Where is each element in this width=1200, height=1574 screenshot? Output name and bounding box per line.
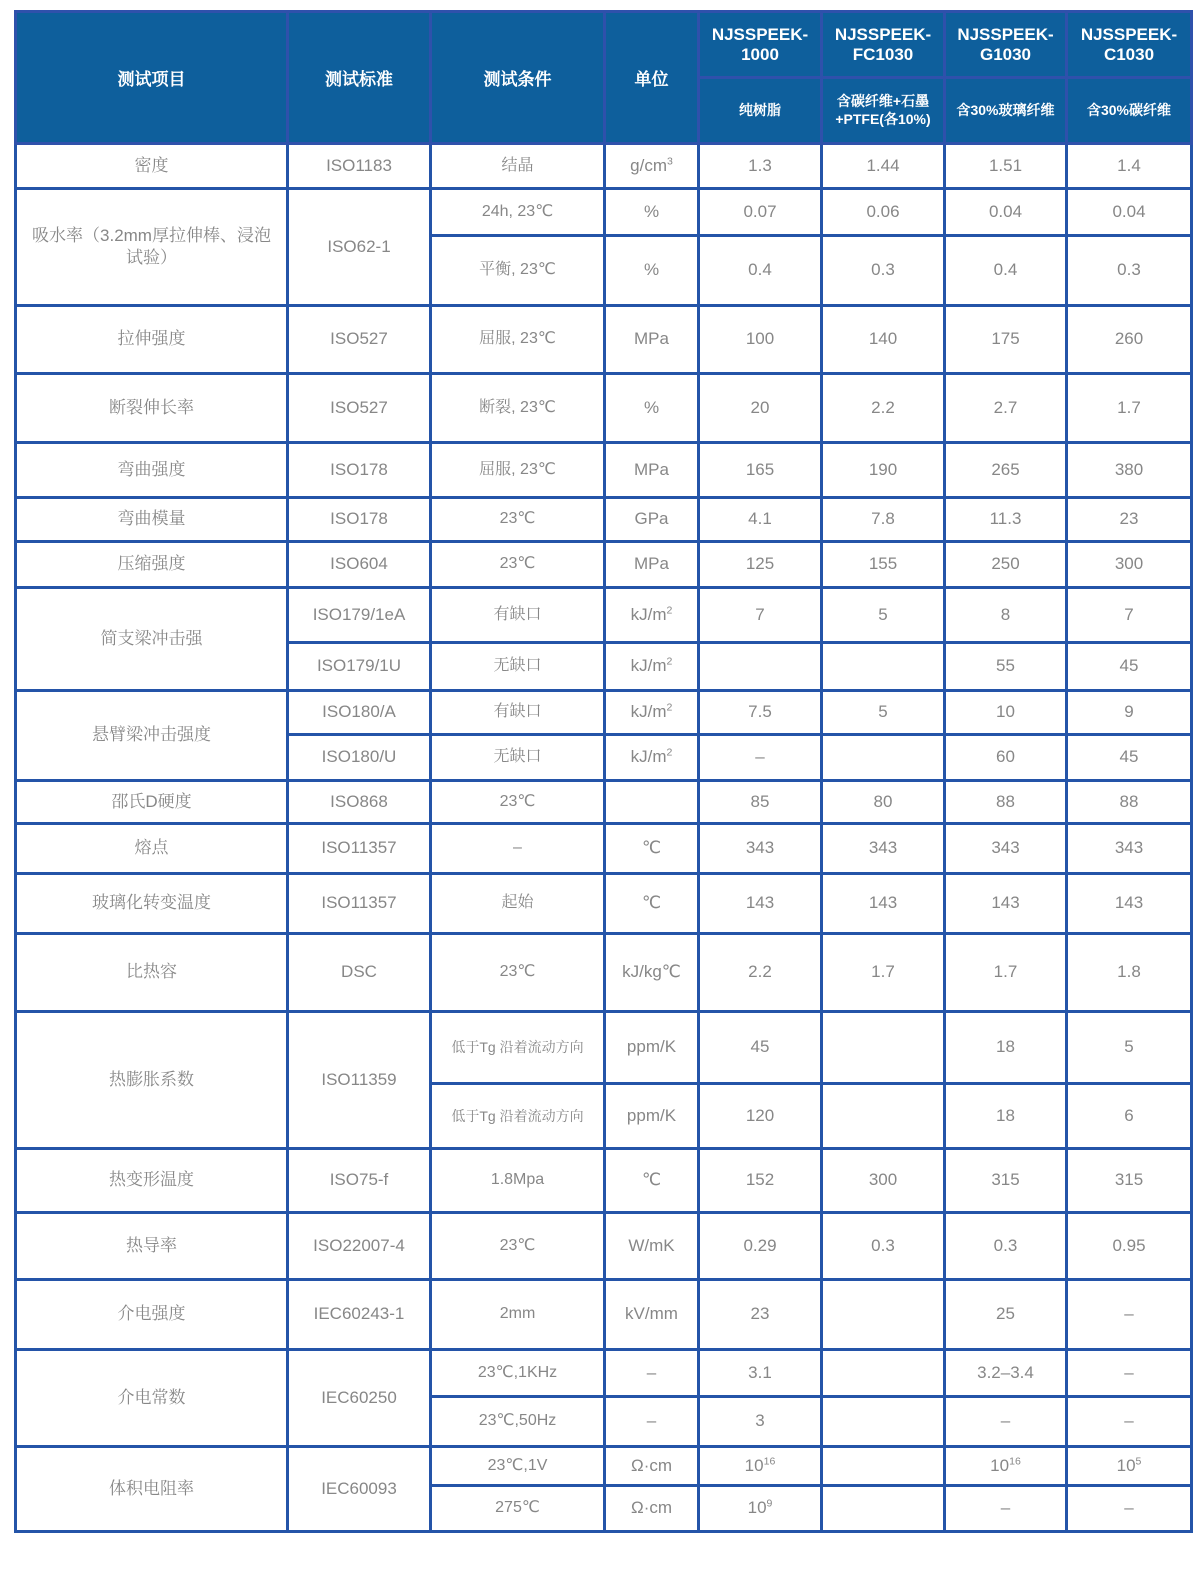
value-cell: – [1067,1280,1192,1350]
row-unit: kJ/kg℃ [605,934,699,1012]
row-unit: $kJ/m^2$ [605,691,699,735]
table-row [16,542,1192,588]
value-cell: 45 [1067,735,1192,781]
table-row [16,1447,1192,1486]
value-cell: 190 [822,443,945,498]
row-condition: 低于Tg 沿着流动方向 [431,1012,605,1084]
value-cell: 143 [1067,874,1192,934]
row-standard: ISO527 [288,374,431,443]
row-standard: ISO11357 [288,824,431,874]
value-cell: 260 [1067,306,1192,374]
value-cell: 165 [699,443,822,498]
table-row [16,374,1192,443]
value-cell [822,735,945,781]
value-cell: 25 [945,1280,1067,1350]
table-row [16,691,1192,735]
row-unit: $kJ/m^2$ [605,735,699,781]
row-condition: 断裂, 23℃ [431,374,605,443]
value-cell: 1.44 [822,144,945,189]
value-cell: 152 [699,1149,822,1213]
value-cell: 18 [945,1012,1067,1084]
value-cell: 315 [1067,1149,1192,1213]
value-cell: 0.06 [822,189,945,236]
value-cell: 0.3 [822,236,945,306]
table-row [16,824,1192,874]
value-cell [822,1486,945,1532]
row-condition: 23℃ [431,1213,605,1280]
value-cell: $10^5$ [1067,1447,1192,1486]
header-row-names [16,12,1192,78]
value-cell: 45 [699,1012,822,1084]
row-item-label: 弯曲强度 [16,443,288,498]
value-cell: $10^{16}$ [699,1447,822,1486]
row-standard: ISO178 [288,443,431,498]
product-name: NJSSPEEK-G1030 [945,12,1067,78]
value-cell: 2.2 [822,374,945,443]
product-desc: 含碳纤维+石墨+PTFE(各10%) [822,78,945,144]
value-cell [822,643,945,691]
row-unit: MPa [605,443,699,498]
row-item-label: 体积电阻率 [16,1447,288,1532]
value-cell: 0.3 [822,1213,945,1280]
row-condition: 23℃ [431,781,605,824]
table-row [16,443,1192,498]
value-cell: 175 [945,306,1067,374]
value-cell: $10^{16}$ [945,1447,1067,1486]
row-condition: 1.8Mpa [431,1149,605,1213]
row-unit: GPa [605,498,699,542]
value-cell: 3.1 [699,1350,822,1397]
value-cell: – [1067,1397,1192,1447]
value-cell: 140 [822,306,945,374]
value-cell: 23 [1067,498,1192,542]
value-cell: 0.04 [1067,189,1192,236]
row-condition: 起始 [431,874,605,934]
product-name: NJSSPEEK-1000 [699,12,822,78]
value-cell: 4.1 [699,498,822,542]
value-cell: 265 [945,443,1067,498]
row-item-label: 密度 [16,144,288,189]
row-standard: ISO11359 [288,1012,431,1149]
row-unit: $g/cm^3$ [605,144,699,189]
row-unit: – [605,1397,699,1447]
value-cell [822,1012,945,1084]
value-cell: – [945,1486,1067,1532]
row-item-label: 弯曲模量 [16,498,288,542]
value-cell: 100 [699,306,822,374]
product-desc: 含30%碳纤维 [1067,78,1192,144]
table-row [16,934,1192,1012]
row-item-label: 拉伸强度 [16,306,288,374]
value-cell: 1.7 [1067,374,1192,443]
row-item-label: 热膨胀系数 [16,1012,288,1149]
value-cell: 1.3 [699,144,822,189]
value-cell: 0.4 [699,236,822,306]
value-cell: 143 [699,874,822,934]
row-unit: ℃ [605,874,699,934]
material-properties-table [14,10,1193,1533]
value-cell: 343 [699,824,822,874]
row-condition: 结晶 [431,144,605,189]
value-cell: – [699,735,822,781]
row-unit: MPa [605,542,699,588]
row-item-label: 介电强度 [16,1280,288,1350]
row-standard: ISO11357 [288,874,431,934]
value-cell: 0.95 [1067,1213,1192,1280]
value-cell [822,1084,945,1149]
col-header-unit: 单位 [605,12,699,144]
value-cell: – [945,1397,1067,1447]
row-item-label: 介电常数 [16,1350,288,1447]
table-row [16,1012,1192,1084]
table-row [16,874,1192,934]
value-cell: 143 [945,874,1067,934]
row-standard: IEC60093 [288,1447,431,1532]
value-cell: 0.3 [1067,236,1192,306]
row-unit: ℃ [605,824,699,874]
row-condition: 有缺口 [431,588,605,643]
table-row [16,498,1192,542]
value-cell: 315 [945,1149,1067,1213]
table-row [16,144,1192,189]
value-cell: 343 [945,824,1067,874]
row-condition: 平衡, 23℃ [431,236,605,306]
row-condition: 2mm [431,1280,605,1350]
value-cell: 1.8 [1067,934,1192,1012]
value-cell: 7 [699,588,822,643]
value-cell: 10 [945,691,1067,735]
value-cell: 60 [945,735,1067,781]
row-condition: 有缺口 [431,691,605,735]
value-cell: 5 [822,691,945,735]
value-cell: 6 [1067,1084,1192,1149]
value-cell: 1.7 [822,934,945,1012]
col-header-test-item: 测试项目 [16,12,288,144]
row-condition: 屈服, 23℃ [431,306,605,374]
value-cell: 88 [1067,781,1192,824]
row-condition: – [431,824,605,874]
row-unit: ppm/K [605,1084,699,1149]
row-unit: % [605,189,699,236]
row-condition: 23℃ [431,934,605,1012]
value-cell: 88 [945,781,1067,824]
value-cell: 155 [822,542,945,588]
row-standard: ISO179/1eA [288,588,431,643]
value-cell: 2.2 [699,934,822,1012]
row-standard: IEC60243-1 [288,1280,431,1350]
value-cell: 7.5 [699,691,822,735]
table-row [16,1350,1192,1397]
value-cell: 20 [699,374,822,443]
row-condition: 屈服, 23℃ [431,443,605,498]
table-row [16,1280,1192,1350]
value-cell: 85 [699,781,822,824]
row-condition: 无缺口 [431,735,605,781]
value-cell: $10^9$ [699,1486,822,1532]
table-row [16,306,1192,374]
row-unit [605,781,699,824]
row-item-label: 熔点 [16,824,288,874]
row-item-label: 热变形温度 [16,1149,288,1213]
row-condition: 23℃,50Hz [431,1397,605,1447]
value-cell: 300 [822,1149,945,1213]
row-unit: $kJ/m^2$ [605,588,699,643]
value-cell: 3 [699,1397,822,1447]
row-condition: 低于Tg 沿着流动方向 [431,1084,605,1149]
row-unit: – [605,1350,699,1397]
value-cell: 300 [1067,542,1192,588]
value-cell: 143 [822,874,945,934]
row-standard: ISO75-f [288,1149,431,1213]
row-unit: % [605,236,699,306]
row-standard: DSC [288,934,431,1012]
value-cell [699,643,822,691]
row-item-label: 吸水率（3.2mm厚拉伸棒、浸泡试验） [16,189,288,306]
row-unit: Ω·cm [605,1447,699,1486]
product-name: NJSSPEEK-FC1030 [822,12,945,78]
table-row [16,781,1192,824]
row-item-label: 断裂伸长率 [16,374,288,443]
product-name: NJSSPEEK-C1030 [1067,12,1192,78]
row-unit: $kJ/m^2$ [605,643,699,691]
value-cell: 0.04 [945,189,1067,236]
row-standard: ISO22007-4 [288,1213,431,1280]
value-cell [822,1350,945,1397]
value-cell: 0.29 [699,1213,822,1280]
row-standard: ISO62-1 [288,189,431,306]
value-cell: 5 [822,588,945,643]
value-cell: 23 [699,1280,822,1350]
value-cell: 3.2–3.4 [945,1350,1067,1397]
row-standard: IEC60250 [288,1350,431,1447]
value-cell [822,1280,945,1350]
row-condition: 23℃,1KHz [431,1350,605,1397]
value-cell: 5 [1067,1012,1192,1084]
row-item-label: 邵氏D硬度 [16,781,288,824]
value-cell: 1.4 [1067,144,1192,189]
value-cell: 80 [822,781,945,824]
value-cell: 11.3 [945,498,1067,542]
value-cell: 8 [945,588,1067,643]
table-row [16,1149,1192,1213]
value-cell [822,1397,945,1447]
col-header-test-condition: 测试条件 [431,12,605,144]
row-condition: 24h, 23℃ [431,189,605,236]
row-unit: MPa [605,306,699,374]
row-standard: ISO180/U [288,735,431,781]
row-item-label: 压缩强度 [16,542,288,588]
row-unit: Ω·cm [605,1486,699,1532]
row-condition: 23℃ [431,542,605,588]
row-standard: ISO527 [288,306,431,374]
row-condition: 275℃ [431,1486,605,1532]
row-unit: ppm/K [605,1012,699,1084]
row-condition: 无缺口 [431,643,605,691]
value-cell: 1.51 [945,144,1067,189]
col-header-test-standard: 测试标准 [288,12,431,144]
value-cell: 343 [822,824,945,874]
value-cell: 45 [1067,643,1192,691]
value-cell: 343 [1067,824,1192,874]
row-standard: ISO868 [288,781,431,824]
value-cell: 7 [1067,588,1192,643]
row-unit: ℃ [605,1149,699,1213]
row-condition: 23℃ [431,498,605,542]
value-cell: 55 [945,643,1067,691]
value-cell: – [1067,1486,1192,1532]
product-desc: 含30%玻璃纤维 [945,78,1067,144]
value-cell: 0.4 [945,236,1067,306]
row-unit: % [605,374,699,443]
row-unit: W/mK [605,1213,699,1280]
table-row [16,1213,1192,1280]
value-cell: 125 [699,542,822,588]
value-cell: 7.8 [822,498,945,542]
value-cell: 9 [1067,691,1192,735]
row-standard: ISO179/1U [288,643,431,691]
row-item-label: 热导率 [16,1213,288,1280]
row-standard: ISO178 [288,498,431,542]
value-cell: 2.7 [945,374,1067,443]
row-item-label: 悬臂梁冲击强度 [16,691,288,781]
value-cell: 250 [945,542,1067,588]
value-cell: 0.07 [699,189,822,236]
table-row [16,588,1192,643]
table-row [16,189,1192,236]
row-item-label: 玻璃化转变温度 [16,874,288,934]
value-cell: 380 [1067,443,1192,498]
row-item-label: 简支梁冲击强 [16,588,288,691]
value-cell: – [1067,1350,1192,1397]
value-cell: 18 [945,1084,1067,1149]
row-standard: ISO180/A [288,691,431,735]
value-cell: 120 [699,1084,822,1149]
value-cell: 0.3 [945,1213,1067,1280]
row-condition: 23℃,1V [431,1447,605,1486]
value-cell: 1.7 [945,934,1067,1012]
row-unit: kV/mm [605,1280,699,1350]
row-standard: ISO604 [288,542,431,588]
row-standard: ISO1183 [288,144,431,189]
product-desc: 纯树脂 [699,78,822,144]
value-cell [822,1447,945,1486]
row-item-label: 比热容 [16,934,288,1012]
